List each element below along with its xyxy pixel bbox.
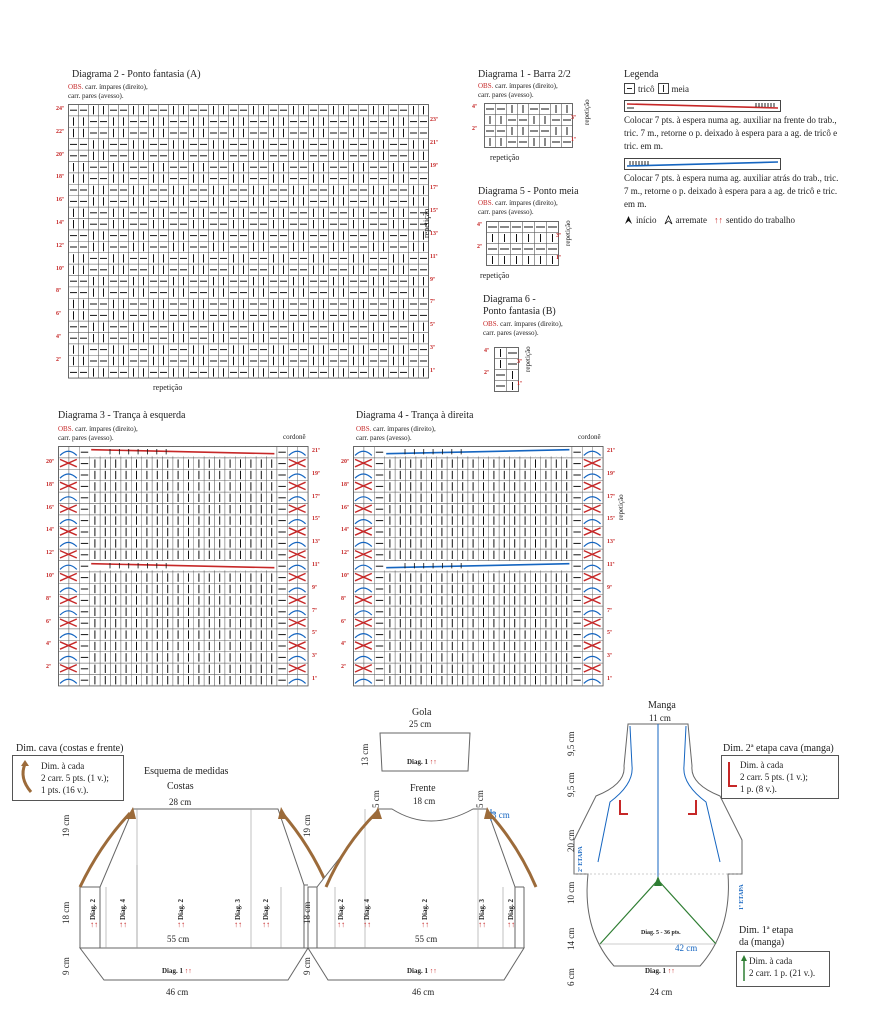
dim-etapa2-line2: 2 carr. 5 pts. (1 v.); bbox=[740, 772, 808, 782]
costas-bottom-width: 46 cm bbox=[166, 987, 189, 997]
row-number: 19ª bbox=[607, 470, 615, 477]
manga-h3: 20 cm bbox=[566, 829, 576, 852]
diagram-2-note bbox=[68, 83, 148, 101]
costas-diag-1 bbox=[162, 967, 192, 975]
costas-diag-2b: Diag. 2 bbox=[177, 899, 185, 920]
frente-h3: 9 cm bbox=[302, 957, 312, 975]
diagram-4-cordao: cordonê bbox=[578, 433, 601, 441]
diagram-3-cordao: cordonê bbox=[283, 433, 306, 441]
cable-cross bbox=[384, 561, 571, 570]
legend-sentido: sentido do trabalho bbox=[725, 215, 795, 225]
row-number: 1ª bbox=[517, 381, 522, 387]
gola-diag-1-label: Diag. 1 bbox=[407, 758, 428, 766]
row-number: 20ª bbox=[46, 459, 54, 465]
row-number: 1ª bbox=[571, 137, 576, 143]
obs-line2: carr. pares (avesso). bbox=[356, 434, 412, 442]
costas-h1: 19 cm bbox=[61, 814, 71, 837]
costas-h3: 9 cm bbox=[61, 957, 71, 975]
diagram-4-grid bbox=[353, 446, 604, 686]
row-number: 7ª bbox=[430, 299, 435, 306]
row-number: 12ª bbox=[341, 550, 349, 557]
row-number: 2ª bbox=[472, 126, 477, 132]
frente-title: Frente bbox=[410, 783, 436, 794]
row-number: 7ª bbox=[607, 607, 612, 614]
row-number: 16ª bbox=[46, 504, 54, 511]
manga-h2: 9,5 cm bbox=[566, 772, 576, 797]
diagram-5-note bbox=[478, 199, 558, 217]
manga-mid-width: 42 cm bbox=[675, 943, 698, 953]
frente-bottom-width: 46 cm bbox=[412, 987, 435, 997]
legend-meia: meia bbox=[671, 83, 689, 94]
diagram-2-repeat-label: repetição bbox=[153, 383, 183, 392]
row-number: 18ª bbox=[46, 481, 54, 488]
row-number: 14ª bbox=[46, 527, 54, 534]
costas-diag-1-label: Diag. 1 bbox=[162, 967, 183, 975]
row-number: 3ª bbox=[607, 653, 612, 660]
obs-label: OBS. bbox=[68, 83, 84, 91]
obs-line1: carr. ímpares (direito), bbox=[495, 199, 558, 207]
row-number: 5ª bbox=[607, 630, 612, 637]
direction-arrows-icon: ↑↑ bbox=[119, 920, 127, 929]
row-number: 3ª bbox=[430, 345, 435, 351]
row-number: 14ª bbox=[341, 527, 349, 534]
frente-top-width: 18 cm bbox=[413, 796, 436, 806]
row-number: 8ª bbox=[56, 288, 61, 295]
row-number: 3ª bbox=[517, 359, 522, 365]
legend-symbols bbox=[624, 83, 689, 94]
manga-h5: 14 cm bbox=[566, 927, 576, 950]
row-number: 4ª bbox=[341, 641, 346, 648]
row-number: 13ª bbox=[430, 231, 438, 237]
diagram-3-note bbox=[58, 425, 138, 443]
obs-line1: carr. ímpares (direito), bbox=[500, 320, 563, 328]
diagram-2-title: Diagrama 2 - Ponto fantasia (A) bbox=[72, 69, 201, 80]
row-number: 21ª bbox=[607, 448, 615, 454]
decrease-curve-icon bbox=[17, 760, 37, 796]
diagram-3-title: Diagrama 3 - Trança à esquerda bbox=[58, 410, 186, 421]
row-number: 4ª bbox=[46, 641, 51, 648]
start-arrow-icon bbox=[624, 216, 633, 225]
direction-arrows-icon: ↑↑ bbox=[90, 920, 98, 929]
direction-arrows-icon: ↑↑ bbox=[478, 920, 486, 929]
dim-etapa1-line1: Dim. à cada bbox=[749, 956, 793, 966]
row-number: 16ª bbox=[341, 504, 349, 511]
legend-arremate: arremate bbox=[675, 215, 707, 225]
manga-diag-1-label: Diag. 1 bbox=[645, 967, 666, 975]
direction-arrows-icon: ↑↑ bbox=[363, 920, 371, 929]
obs-line1: carr. ímpares (direito), bbox=[85, 83, 148, 91]
frente-diag-2c: Diag. 2 bbox=[507, 899, 515, 920]
obs-line2: carr. pares (avesso). bbox=[58, 434, 114, 442]
row-number: 6ª bbox=[46, 618, 51, 625]
row-number: 19ª bbox=[312, 470, 320, 477]
row-number: 2ª bbox=[341, 664, 346, 671]
row-number: 11ª bbox=[607, 562, 615, 568]
dim-etapa2-box bbox=[721, 755, 839, 799]
row-number: 16ª bbox=[56, 197, 64, 204]
costas-title: Costas bbox=[167, 781, 194, 792]
frente-mid-width: 55 cm bbox=[415, 934, 438, 944]
row-number: 8ª bbox=[46, 595, 51, 602]
diagram-1-grid bbox=[484, 103, 573, 148]
dim-etapa1-title bbox=[739, 925, 793, 949]
diagram-6-title-line1: Diagrama 6 - bbox=[483, 294, 536, 305]
row-number: 15ª bbox=[607, 516, 615, 523]
manga-diag-5: Diag. 5 - 36 pts. bbox=[641, 930, 681, 936]
row-number: 6ª bbox=[341, 618, 346, 625]
frente-h1: 19 cm bbox=[302, 814, 312, 837]
diagram-6-title bbox=[483, 294, 556, 318]
manga-h1: 9,5 cm bbox=[566, 731, 576, 756]
row-number: 9ª bbox=[607, 584, 612, 591]
costas-mid-width: 55 cm bbox=[167, 934, 190, 944]
diagram-6-title-line2: Ponto fantasia (B) bbox=[483, 306, 556, 317]
costas-diag-2a: Diag. 2 bbox=[89, 899, 97, 920]
gola-diag-1 bbox=[407, 758, 437, 766]
direction-arrows-icon: ↑↑ bbox=[337, 920, 345, 929]
legend-markers bbox=[624, 215, 795, 225]
row-number: 1ª bbox=[607, 676, 612, 682]
row-number: 10ª bbox=[56, 265, 64, 272]
legend-cable-front-text: Colocar 7 pts. à espera numa ag. auxiliar na frente do trab., tric. 7 m., retorne o p. deixado à espera para a ag. de tricô e tric. em m. bbox=[624, 115, 838, 151]
direction-arrows-icon: ↑↑ bbox=[234, 920, 242, 929]
direction-arrows-icon: ↑↑ bbox=[429, 967, 437, 975]
diagram-3-grid bbox=[58, 446, 309, 686]
row-number: 6ª bbox=[56, 311, 61, 318]
diagram-6-repeat-side: repetição bbox=[524, 346, 532, 372]
row-number: 10ª bbox=[341, 573, 349, 579]
diagram-6-note bbox=[483, 320, 563, 338]
row-number: 18ª bbox=[56, 174, 64, 181]
manga-h6: 6 cm bbox=[566, 968, 576, 986]
row-number: 13ª bbox=[607, 539, 615, 546]
row-number: 1ª bbox=[312, 676, 317, 682]
decrease-step-icon bbox=[726, 760, 740, 794]
cable-cross bbox=[384, 447, 571, 456]
diagram-4-repeat-side: repetição bbox=[617, 494, 625, 520]
row-number: 22ª bbox=[56, 128, 64, 135]
row-number: 9ª bbox=[312, 584, 317, 591]
row-number: 4ª bbox=[472, 104, 477, 110]
row-number: 20ª bbox=[341, 459, 349, 465]
row-number: 11ª bbox=[312, 562, 320, 568]
row-number: 17ª bbox=[607, 493, 615, 500]
row-number: 1ª bbox=[556, 255, 561, 261]
row-number: 23ª bbox=[430, 117, 438, 123]
dim-etapa2-line3: 1 p. (8 v.). bbox=[740, 784, 777, 794]
row-number: 21ª bbox=[312, 448, 320, 454]
diagram-6-grid bbox=[494, 347, 519, 392]
diagram-2-repeat-side: repetição bbox=[422, 208, 431, 238]
direction-arrows-icon: ↑↑ bbox=[262, 920, 270, 929]
dim-etapa2-text bbox=[740, 759, 808, 795]
obs-line1: carr. ímpares (direito), bbox=[495, 82, 558, 90]
dim-etapa2-title: Dim. 2ª etapa cava (manga) bbox=[723, 743, 834, 754]
dim-etapa1-title2: da (manga) bbox=[739, 937, 785, 948]
costas-diag-3: Diag. 3 bbox=[234, 899, 242, 920]
manga-etapa-2: 2ª ETAPA bbox=[578, 846, 584, 872]
direction-arrows-icon: ↑↑ bbox=[421, 920, 429, 929]
manga-title: Manga bbox=[648, 700, 676, 711]
row-number: 15ª bbox=[312, 516, 320, 523]
obs-label: OBS. bbox=[58, 425, 74, 433]
dim-cava-line2: 2 carr. 5 pts. (1 v.); bbox=[41, 773, 109, 783]
dim-cava-line1: Dim. à cada bbox=[41, 761, 85, 771]
row-number: 18ª bbox=[341, 481, 349, 488]
frente-diag-1 bbox=[407, 967, 437, 975]
direction-arrows-icon: ↑↑ bbox=[177, 920, 185, 929]
schema-title: Esquema de medidas bbox=[144, 766, 229, 777]
dim-cava-line3: 1 pts. (16 v.). bbox=[41, 785, 89, 795]
cable-cross bbox=[89, 447, 276, 456]
cable-right-symbol-icon bbox=[624, 158, 782, 170]
purl-symbol-icon bbox=[624, 83, 635, 94]
row-number: 2ª bbox=[46, 664, 51, 671]
obs-line1: carr. ímpares (direito), bbox=[373, 425, 436, 433]
direction-arrows-icon: ↑↑ bbox=[507, 920, 515, 929]
frente-diag-4: Diag. 4 bbox=[363, 899, 371, 920]
diagram-1-repeat-label: repetição bbox=[490, 153, 520, 162]
row-number: 19ª bbox=[430, 162, 438, 169]
costas-shape bbox=[60, 805, 310, 1005]
row-number: 17ª bbox=[312, 493, 320, 500]
frente-diag-1-label: Diag. 1 bbox=[407, 967, 428, 975]
row-number: 12ª bbox=[46, 550, 54, 557]
cable-cross bbox=[89, 561, 276, 570]
obs-label: OBS. bbox=[483, 320, 499, 328]
row-number: 10ª bbox=[46, 573, 54, 579]
dim-etapa1-title1: Dim. 1ª etapa bbox=[739, 925, 794, 936]
manga-h4: 10 cm bbox=[566, 881, 576, 904]
obs-label: OBS. bbox=[478, 82, 494, 90]
diagram-4-title: Diagrama 4 - Trança à direita bbox=[356, 410, 474, 421]
cable-left-symbol-icon bbox=[624, 100, 782, 112]
gola-shape bbox=[376, 731, 476, 776]
dim-etapa1-box bbox=[736, 951, 830, 987]
obs-line2: carr. pares (avesso). bbox=[483, 329, 539, 337]
obs-line2: carr. pares (avesso). bbox=[478, 91, 534, 99]
row-number: 3ª bbox=[312, 653, 317, 660]
frente-diag-2b: Diag. 2 bbox=[421, 899, 429, 920]
dim-cava-title: Dim. cava (costas e frente) bbox=[16, 743, 124, 754]
manga-bottom-width: 24 cm bbox=[650, 987, 673, 997]
row-number: 3ª bbox=[571, 115, 576, 121]
diagram-1-title: Diagrama 1 - Barra 2/2 bbox=[478, 69, 571, 80]
row-number: 13ª bbox=[312, 539, 320, 546]
row-number: 2ª bbox=[56, 356, 61, 363]
knit-symbol-icon bbox=[658, 83, 669, 94]
gola-height: 13 cm bbox=[360, 743, 370, 766]
row-number: 4ª bbox=[484, 348, 489, 354]
frente-shoulder-right: 5 cm bbox=[475, 790, 485, 808]
row-number: 7ª bbox=[312, 607, 317, 614]
direction-arrows-icon: ↑↑ bbox=[713, 215, 723, 225]
frente-neck-depth: 3 cm bbox=[492, 810, 510, 820]
diagram-5-repeat-side: repetição bbox=[564, 220, 572, 246]
row-number: 5ª bbox=[430, 322, 435, 329]
costas-h2: 18 cm bbox=[61, 901, 71, 924]
diagram-4-note bbox=[356, 425, 436, 443]
legend-cable-back-text: Colocar 7 pts. à espera numa ag. auxiliar atrás do trab., tric. 7 m., retorne o p. deixado à espera para a ag. de tricô e tric. em m. bbox=[624, 173, 839, 209]
diagram-5-title: Diagrama 5 - Ponto meia bbox=[478, 186, 579, 197]
costas-top-width: 28 cm bbox=[169, 797, 192, 807]
row-number: 9ª bbox=[430, 276, 435, 283]
bind-off-arrow-icon bbox=[664, 216, 673, 225]
direction-arrows-icon: ↑↑ bbox=[429, 758, 437, 766]
row-number: 14ª bbox=[56, 220, 64, 226]
diagram-1-note bbox=[478, 82, 558, 100]
legend-trico: tricô bbox=[638, 83, 655, 94]
gola-width: 25 cm bbox=[409, 719, 432, 729]
manga-diag-1 bbox=[645, 967, 675, 975]
row-number: 3ª bbox=[556, 233, 561, 239]
gola-title: Gola bbox=[412, 707, 432, 718]
row-number: 12ª bbox=[56, 242, 64, 249]
row-number: 17ª bbox=[430, 185, 438, 192]
obs-label: OBS. bbox=[478, 199, 494, 207]
frente-shoulder-left: 5 cm bbox=[371, 790, 381, 808]
diagram-2-grid bbox=[68, 104, 429, 379]
frente-diag-3: Diag. 3 bbox=[478, 899, 486, 920]
obs-line1: carr. ímpares (direito), bbox=[75, 425, 138, 433]
manga-etapa-1: 1ª ETAPA bbox=[739, 884, 745, 910]
dim-etapa1-line2: 2 carr. 1 p. (21 v.). bbox=[749, 968, 816, 978]
costas-diag-4: Diag. 4 bbox=[119, 899, 127, 920]
legend-inicio: início bbox=[636, 215, 657, 225]
row-number: 20ª bbox=[56, 151, 64, 158]
dim-etapa2-line1: Dim. à cada bbox=[740, 760, 784, 770]
costas-diag-2c: Diag. 2 bbox=[262, 899, 270, 920]
row-number: 2ª bbox=[484, 370, 489, 376]
row-number: 21ª bbox=[430, 139, 438, 146]
obs-line2: carr. pares (avesso). bbox=[68, 92, 124, 100]
frente-h2: 18 cm bbox=[302, 901, 312, 924]
decrease-line-icon bbox=[740, 955, 748, 983]
row-number: 11ª bbox=[430, 253, 438, 260]
row-number: 4ª bbox=[56, 334, 61, 340]
direction-arrows-icon: ↑↑ bbox=[667, 967, 675, 975]
diagram-1-repeat-side: repetição bbox=[583, 99, 591, 125]
frente-diag-2a: Diag. 2 bbox=[337, 899, 345, 920]
dim-cava-text bbox=[41, 760, 109, 796]
row-number: 1ª bbox=[430, 367, 435, 374]
obs-line2: carr. pares (avesso). bbox=[478, 208, 534, 216]
diagram-5-repeat-label: repetição bbox=[480, 271, 510, 280]
obs-label: OBS. bbox=[356, 425, 372, 433]
diagram-5-grid bbox=[486, 221, 559, 266]
row-number: 15ª bbox=[430, 208, 438, 215]
row-number: 2ª bbox=[477, 244, 482, 250]
manga-top-width: 11 cm bbox=[649, 713, 671, 723]
dim-cava-box bbox=[12, 755, 124, 801]
dim-etapa1-text bbox=[749, 955, 815, 979]
row-number: 5ª bbox=[312, 630, 317, 637]
direction-arrows-icon: ↑↑ bbox=[184, 967, 192, 975]
row-number: 8ª bbox=[341, 595, 346, 602]
row-number: 4ª bbox=[477, 222, 482, 228]
legend-title: Legenda bbox=[624, 69, 659, 80]
row-number: 24ª bbox=[56, 106, 64, 112]
